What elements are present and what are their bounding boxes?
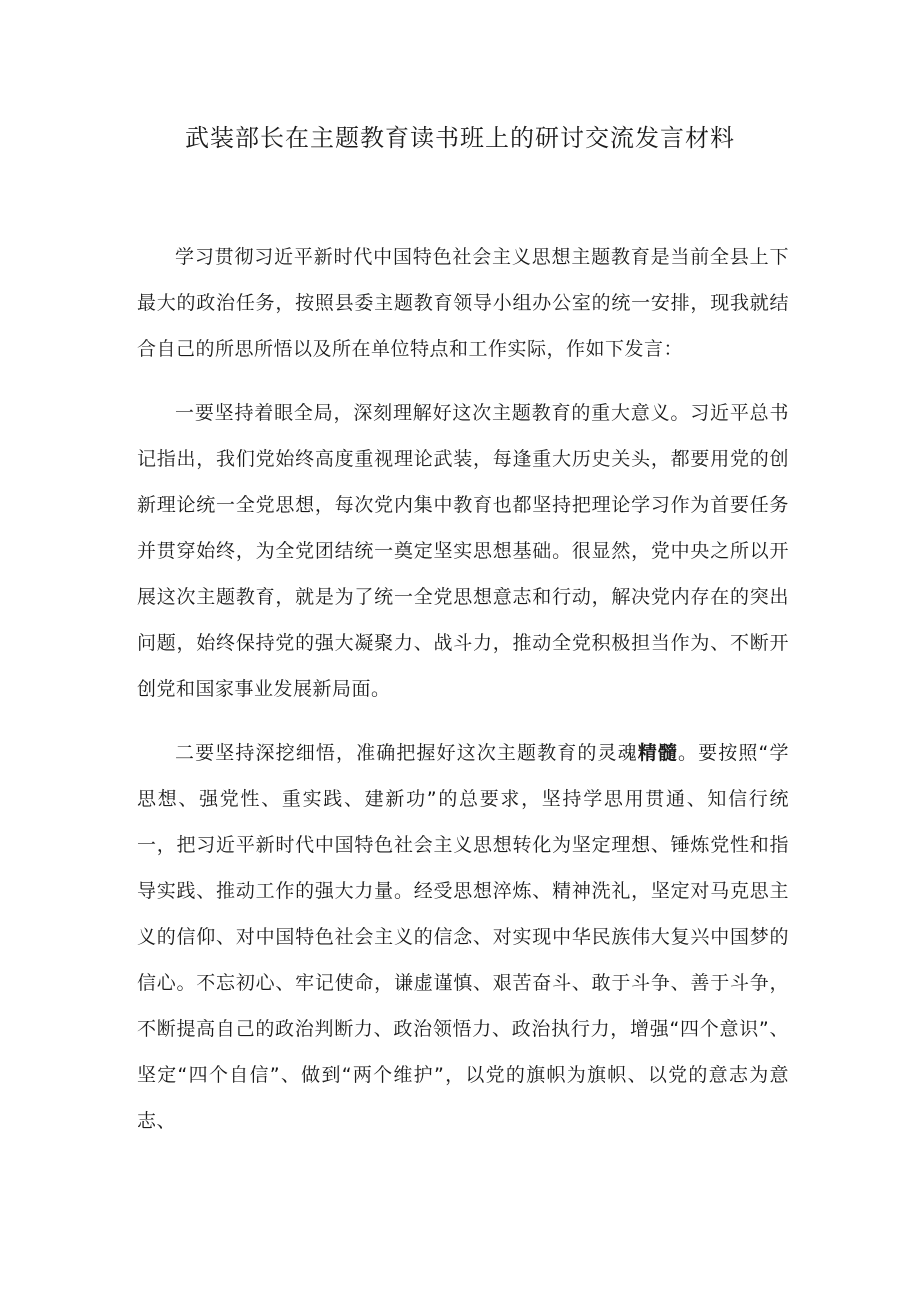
paragraph-point-two-rest: 。要按照“学思想、强党性、重实践、建新功”的总要求，坚持学思用贯通、知信行统一，把习近平新时代中国特色社会主义思想转化为坚定理想、锤炼党性和指导实践、推动工作的强大力量。经受思想淬炼、精神洗礼，坚定对马克思主义的信仰、对中国特色社会主义的信念、对实现中华民族伟大复兴中国梦的信心。不忘初心、牢记使命，谦虚谨慎、艰苦奋斗、敢于斗争、善于斗争，不断提高自己的政治判断力、政治领悟力、政治执行力，增强“四个意识”、坚定“四个自信”、做到“两个维护”，以党的旗帜为旗帜、以党的意志为意志、	[137, 742, 789, 1132]
paragraph-intro: 学习贯彻习近平新时代中国特色社会主义思想主题教育是当前全县上下最大的政治任务，按照县委主题教育领导小组办公室的统一安排，现我就结合自己的所思所悟以及所在单位特点和工作实际，作如下发言：	[137, 246, 789, 360]
document-title: 武装部长在主题教育读书班上的研讨交流发言材料	[185, 124, 735, 152]
document-body	[137, 234, 789, 1144]
paragraph-point-two	[137, 730, 789, 1144]
paragraph-point-two-lead: 二要坚持深挖细悟，准确把握好这次主题教育的灵魂	[175, 742, 638, 764]
paragraph-point-one: 一要坚持着眼全局，深刻理解好这次主题教育的重大意义。习近平总书记指出，我们党始终高度重视理论武装，每逢重大历史关头，都要用党的创新理论统一全党思想，每次党内集中教育也都坚持把理论学习作为首要任务并贯穿始终，为全党团结统一奠定坚实思想基础。很显然，党中央之所以开展这次主题教育，就是为了统一全党思想意志和行动，解决党内存在的突出问题，始终保持党的强大凝聚力、战斗力，推动全党积极担当作为、不断开创党和国家事业发展新局面。	[137, 402, 789, 700]
paragraph-point-two-emphasis: 精髓	[637, 742, 679, 764]
